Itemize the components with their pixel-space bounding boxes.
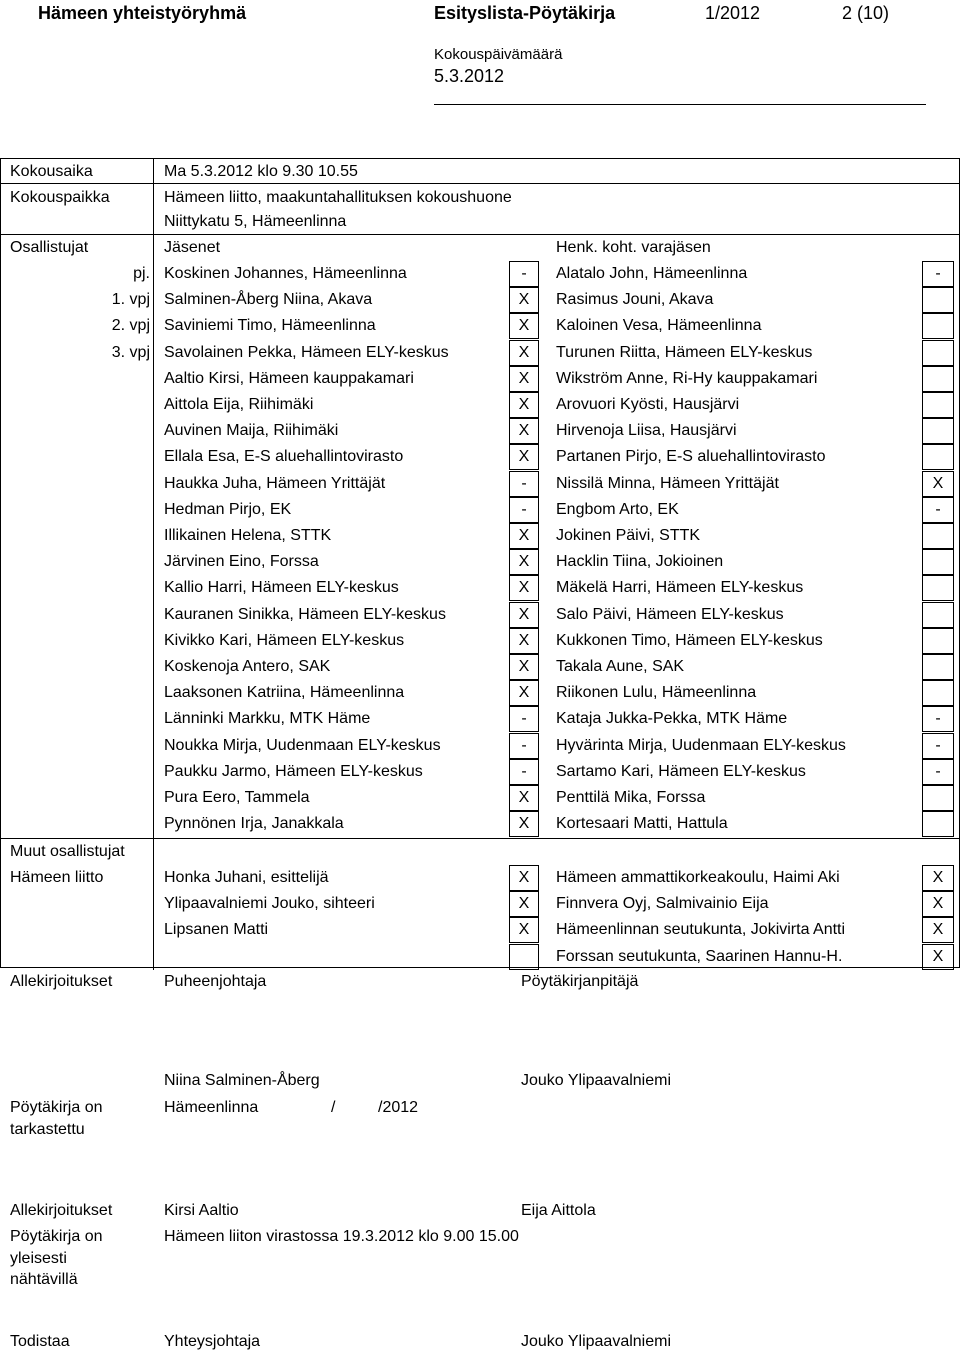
attendee-role: 3. vpj [111,344,150,361]
attendee-deputy: Rasimus Jouni, Akava [556,291,714,308]
attendee-deputy: Kataja Jukka-Pekka, MTK Häme [556,710,788,727]
row-divider [0,838,960,839]
member-mark: - [521,763,527,780]
deputy-mark-box [922,523,954,549]
signatures2-label: Allekirjoitukset [10,1202,113,1219]
deputy-mark-box [922,340,954,366]
member-mark: - [521,737,527,754]
deputy-mark-box [922,628,954,654]
organization-mark: X [932,948,944,965]
column-divider [153,158,154,970]
checked-date-slash: / [331,1099,336,1116]
member-mark: X [518,291,530,308]
deputy-mark-box [922,811,954,837]
attendee-deputy: Alatalo John, Hämeenlinna [556,265,748,282]
organization-mark: X [932,869,944,886]
attendee-member: Laaksonen Katriina, Hämeenlinna [164,684,405,701]
attendee-member: Noukka Mirja, Uudenmaan ELY-keskus [164,737,441,754]
member-mark: X [518,579,530,596]
attendee-role: 1. vpj [111,291,150,308]
attendee-deputy: Riikonen Lulu, Hämeenlinna [556,684,757,701]
attendee-member: Pura Eero, Tammela [164,789,310,806]
member-mark: X [518,658,530,675]
attendee-member: Aittola Eija, Riihimäki [164,396,314,413]
other-mark: X [518,895,530,912]
page-number: 2 (10) [842,3,890,23]
document-type: Esityslista-Pöytäkirja [434,3,616,23]
attendee-deputy: Hacklin Tiina, Jokioinen [556,553,724,570]
checked-label-line2: tarkastettu [10,1121,85,1138]
attendee-member: Koskenoja Antero, SAK [164,658,331,675]
checked-label-line1: Pöytäkirja on [10,1099,103,1116]
member-mark: X [518,344,530,361]
member-mark: - [521,710,527,727]
attendee-member: Kallio Harri, Hämeen ELY-keskus [164,579,399,596]
attendee-deputy: Hirvenoja Liisa, Hausjärvi [556,422,737,439]
deputy-mark-box [922,392,954,418]
other-participants-label: Muut osallistujat [10,843,125,860]
attendee-deputy: Salo Päivi, Hämeen ELY-keskus [556,606,784,623]
meeting-place-label: Kokouspaikka [10,189,110,206]
attendee-member: Savolainen Pekka, Hämeen ELY-keskus [164,344,449,361]
deputy-mark: - [935,763,941,780]
row-divider [0,183,960,184]
secretary-label: Pöytäkirjanpitäjä [521,973,639,990]
other-organization: Hämeen ammattikorkeakoulu, Haimi Aki [556,869,840,886]
checker1-name: Kirsi Aaltio [164,1202,239,1219]
members-header: Jäsenet [164,239,221,256]
certify-label: Todistaa [10,1333,70,1350]
deputy-mark-box [922,575,954,601]
public-label-line3: nähtävillä [10,1271,78,1288]
other-participant: Lipsanen Matti [164,921,269,938]
member-mark: X [518,396,530,413]
chair-label: Puheenjohtaja [164,973,267,990]
public-label-line2: yleisesti [10,1250,67,1267]
deputy-mark-box [922,313,954,339]
deputy-mark: X [932,475,944,492]
attendee-member: Kivikko Kari, Hämeen ELY-keskus [164,632,405,649]
secretary-name: Jouko Ylipaavalniemi [521,1072,672,1089]
member-mark: X [518,632,530,649]
signatures-label: Allekirjoitukset [10,973,113,990]
other-participant: Ylipaavalniemi Jouko, sihteeri [164,895,375,912]
attendee-deputy: Arovuori Kyösti, Hausjärvi [556,396,740,413]
deputy-mark-box [922,444,954,470]
other-organization: Forssan seutukunta, Saarinen Hannu-H. [556,948,843,965]
member-mark: X [518,553,530,570]
member-mark: X [518,606,530,623]
attendee-member: Hedman Pirjo, EK [164,501,292,518]
meeting-time-label: Kokousaika [10,163,93,180]
deputy-mark-box [922,287,954,313]
other-organization: Finnvera Oyj, Salmivainio Eija [556,895,769,912]
member-mark: X [518,684,530,701]
meeting-date: 5.3.2012 [434,66,505,86]
certify-name: Jouko Ylipaavalniemi [521,1333,672,1350]
table-top-border [0,158,960,159]
attendee-deputy: Hyvärinta Mirja, Uudenmaan ELY-keskus [556,737,846,754]
attendee-deputy: Kukkonen Timo, Hämeen ELY-keskus [556,632,823,649]
organization-mark: X [932,895,944,912]
certify-role: Yhteysjohtaja [164,1333,261,1350]
attendee-deputy: Mäkelä Harri, Hämeen ELY-keskus [556,579,804,596]
attendee-member: Salminen-Åberg Niina, Akava [164,291,373,308]
table-bottom-border [0,967,960,968]
checker2-name: Eija Aittola [521,1202,596,1219]
member-mark: X [518,317,530,334]
header-rule [434,104,926,105]
attendee-deputy: Takala Aune, SAK [556,658,685,675]
deputy-mark-box [922,785,954,811]
member-mark: - [521,475,527,492]
other-participant: Honka Juhani, esittelijä [164,869,329,886]
member-mark: X [518,789,530,806]
other-mark: X [518,921,530,938]
other-organization: Hämeenlinnan seutukunta, Jokivirta Antti [556,921,846,938]
checked-date-year: /2012 [378,1099,419,1116]
deputy-mark-box [922,549,954,575]
other-mark-box [509,944,539,970]
row-divider [0,234,960,235]
attendee-deputy: Partanen Pirjo, E-S aluehallintovirasto [556,448,826,465]
attendee-member: Pynnönen Irja, Janakkala [164,815,344,832]
deputy-mark: - [935,501,941,518]
attendee-deputy: Kaloinen Vesa, Hämeenlinna [556,317,762,334]
attendee-deputy: Kortesaari Matti, Hattula [556,815,728,832]
member-mark: X [518,422,530,439]
meeting-time-value: Ma 5.3.2012 klo 9.30 10.55 [164,163,358,180]
attendee-member: Illikainen Helena, STTK [164,527,332,544]
attendee-member: Aaltio Kirsi, Hämeen kauppakamari [164,370,414,387]
member-mark: - [521,501,527,518]
deputy-mark-box [922,418,954,444]
attendee-member: Saviniemi Timo, Hämeenlinna [164,317,376,334]
attendee-deputy: Sartamo Kari, Hämeen ELY-keskus [556,763,806,780]
member-mark: X [518,448,530,465]
deputy-mark-box [922,602,954,628]
member-mark: X [518,527,530,544]
meeting-place-line1: Hämeen liitto, maakuntahallituksen kokoushuone [164,189,512,206]
attendee-member: Haukka Juha, Hämeen Yrittäjät [164,475,386,492]
attendee-member: Järvinen Eino, Forssa [164,553,319,570]
member-mark: X [518,370,530,387]
org-name: Hämeen yhteistyöryhmä [38,3,247,23]
meeting-date-label: Kokouspäivämäärä [434,46,563,63]
deputy-mark: - [935,710,941,727]
deputy-mark: - [935,265,941,282]
meeting-place-line2: Niittykatu 5, Hämeenlinna [164,213,347,230]
attendee-deputy: Turunen Riitta, Hämeen ELY-keskus [556,344,813,361]
attendee-role: pj. [133,265,150,282]
organization-mark: X [932,921,944,938]
document-number: 1/2012 [705,3,761,23]
attendee-member: Kauranen Sinikka, Hämeen ELY-keskus [164,606,446,623]
attendee-deputy: Engbom Arto, EK [556,501,679,518]
member-mark: - [521,265,527,282]
attendee-deputy: Penttilä Mika, Forssa [556,789,706,806]
attendees-label: Osallistujat [10,239,89,256]
attendee-member: Ellala Esa, E-S aluehallintovirasto [164,448,404,465]
deputy-mark-box [922,654,954,680]
attendee-deputy: Wikström Anne, Ri-Hy kauppakamari [556,370,818,387]
member-mark: X [518,815,530,832]
deputies-header: Henk. koht. varajäsen [556,239,711,256]
attendee-member: Koskinen Johannes, Hämeenlinna [164,265,407,282]
chair-name: Niina Salminen-Åberg [164,1072,320,1089]
deputy-mark: - [935,737,941,754]
deputy-mark-box [922,680,954,706]
public-label-line1: Pöytäkirja on [10,1228,103,1245]
attendee-member: Länninki Markku, MTK Häme [164,710,371,727]
table-left-border [0,158,1,968]
deputy-mark-box [922,366,954,392]
checked-place: Hämeenlinna [164,1099,259,1116]
attendee-member: Auvinen Maija, Riihimäki [164,422,339,439]
attendee-role: 2. vpj [111,317,150,334]
other-org-label: Hämeen liitto [10,869,104,886]
attendee-deputy: Nissilä Minna, Hämeen Yrittäjät [556,475,779,492]
attendee-member: Paukku Jarmo, Hämeen ELY-keskus [164,763,423,780]
other-mark: X [518,869,530,886]
attendee-deputy: Jokinen Päivi, STTK [556,527,701,544]
public-value: Hämeen liiton virastossa 19.3.2012 klo 9.00 15.00 [164,1228,519,1245]
